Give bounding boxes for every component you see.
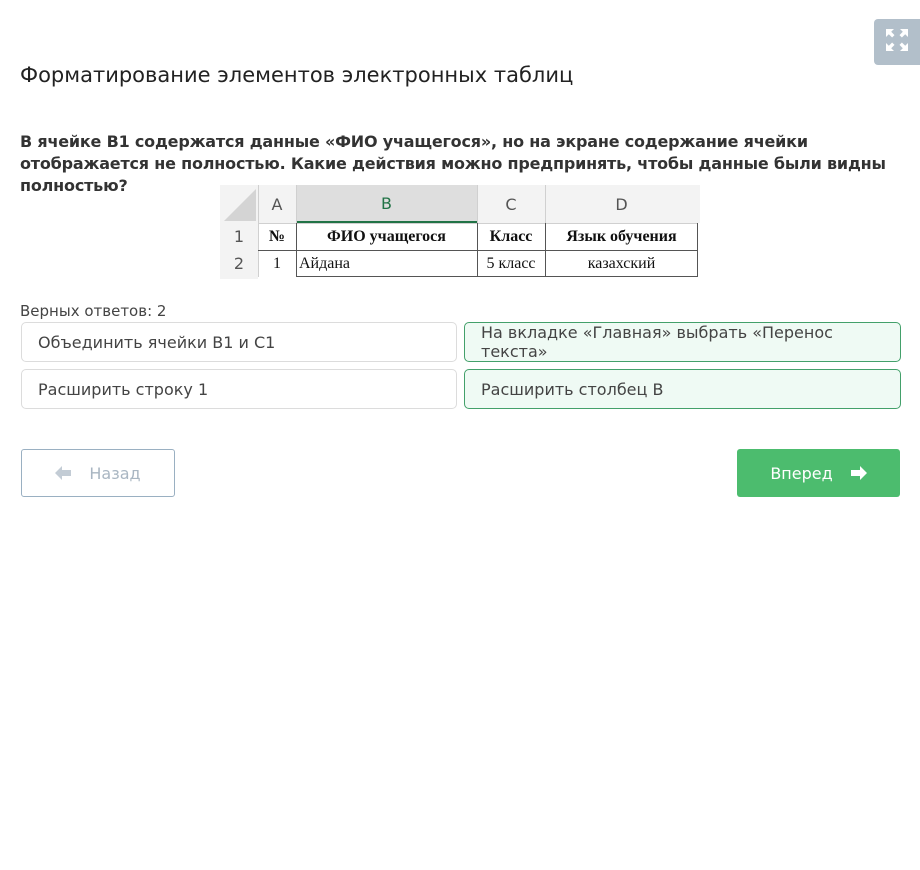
select-all-corner: [220, 185, 258, 223]
row-header-2: 2: [233, 254, 245, 273]
fullscreen-button[interactable]: [874, 19, 920, 65]
answer-option-label: Расширить строку 1: [38, 379, 209, 399]
column-header-d: D: [615, 194, 628, 214]
expand-icon: [885, 28, 909, 57]
cell-d2: казахский: [587, 254, 656, 272]
arrow-right-icon: [851, 466, 867, 480]
answer-option-4[interactable]: [464, 369, 901, 409]
page-title: Форматирование элементов электронных таблиц: [20, 63, 574, 87]
cell-a1: №: [268, 227, 286, 245]
cell-c1: Класс: [489, 227, 533, 245]
arrow-left-icon: [55, 466, 71, 480]
cell-a2: 1: [273, 254, 281, 272]
question-text: В ячейке B1 содержатся данные «ФИО учащегося», но на экране содержание ячейки отображается не полностью. Какие действия можно предпринять, чтобы данные были видны полностью?: [20, 132, 886, 195]
column-header-c: C: [505, 194, 517, 214]
answer-option-label: Расширить столбец B: [481, 379, 664, 399]
answer-option-1[interactable]: [21, 322, 457, 362]
answer-option-3[interactable]: [21, 369, 457, 409]
cell-c2: 5 класс: [486, 254, 536, 272]
row-header-1: 1: [233, 227, 245, 246]
answer-option-label: Объединить ячейки B1 и C1: [38, 332, 276, 352]
next-button-label: Вперед: [770, 463, 833, 483]
correct-answers-count: Верных ответов: 2: [20, 302, 167, 320]
cell-b2: Айдана: [299, 254, 351, 272]
back-button[interactable]: [21, 449, 175, 497]
spreadsheet-image: [220, 185, 700, 283]
next-button[interactable]: [737, 449, 900, 497]
column-header-b: B: [296, 185, 477, 223]
back-button-label: Назад: [89, 463, 141, 483]
answer-option-label: На вкладке «Главная» выбрать «Перенос текста»: [481, 323, 833, 361]
cell-b1: ФИО учащегося: [327, 227, 446, 245]
answer-option-2[interactable]: [464, 322, 901, 362]
column-header-a: A: [271, 194, 283, 214]
cell-d1: Язык обучения: [566, 227, 677, 245]
